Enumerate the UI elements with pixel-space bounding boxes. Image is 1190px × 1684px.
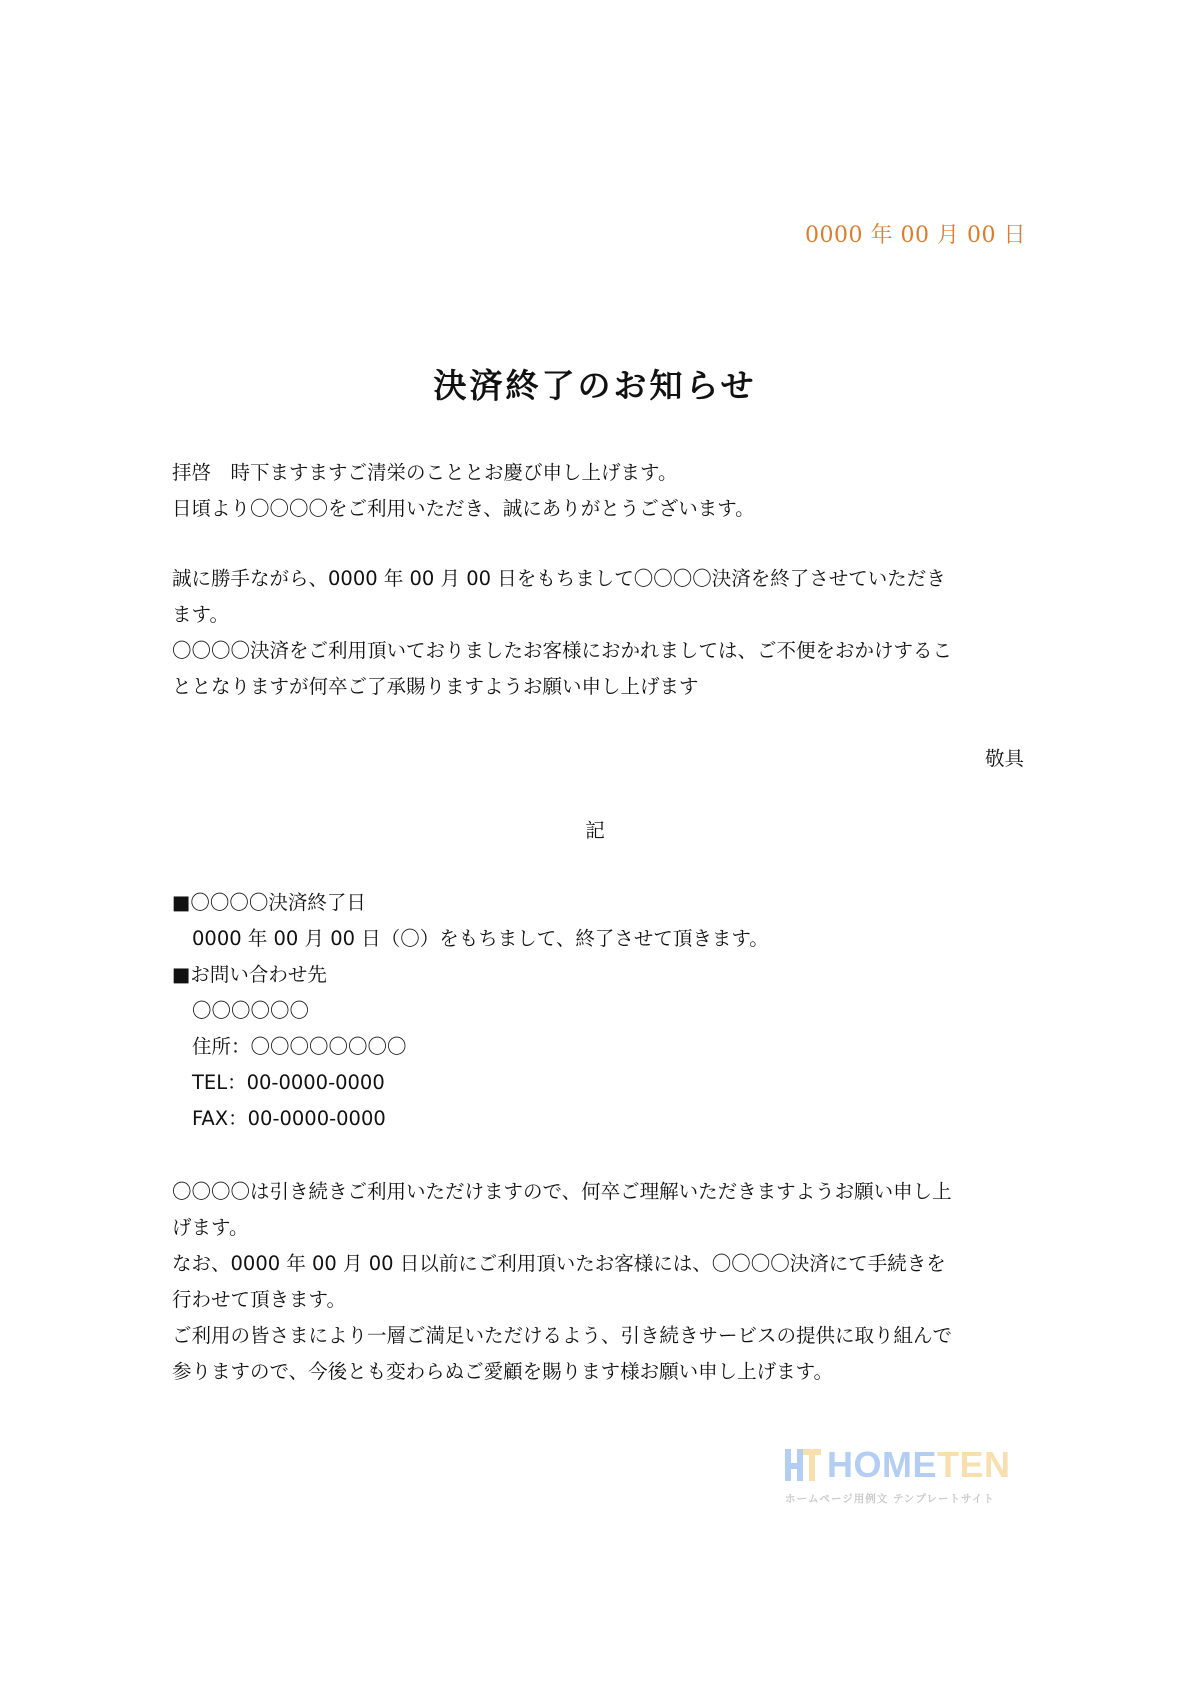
followup-line: ご利用の皆さまにより一層ご満足いただけるよう、引き続きサービスの提供に取り組んで — [172, 1324, 953, 1347]
document-title: 決済終了のお知らせ — [433, 366, 757, 405]
greeting-paragraph — [172, 455, 1020, 527]
greeting-line: 拝啓 時下ますますご清栄のこととお慶び申し上げます。 — [172, 461, 678, 484]
details-section — [172, 885, 1020, 1137]
followup-line: 行わせて頂きます。 — [172, 1288, 346, 1311]
end-date-heading: ■〇〇〇〇決済終了日 — [172, 891, 366, 914]
ki-heading: 記 — [585, 819, 605, 842]
contact-fax: FAX：00-0000-0000 — [192, 1107, 386, 1130]
logo-word-home: HOME — [827, 1444, 937, 1485]
end-date-text: 0000 年 00 月 00 日（〇）をもちまして、終了させて頂きます。 — [192, 927, 769, 950]
followup-line: なお、0000 年 00 月 00 日以前にご利用頂いたお客様には、〇〇〇〇決済にて手続きを — [172, 1252, 946, 1275]
contact-tel: TEL：00-0000-0000 — [192, 1071, 385, 1094]
followup-paragraph — [172, 1174, 1020, 1390]
followup-line: 〇〇〇〇は引き続きご利用いただけますので、何卒ご理解いただきますようお願い申し上 — [172, 1180, 952, 1203]
contact-address: 住所：〇〇〇〇〇〇〇〇 — [192, 1035, 407, 1058]
greeting-line: 日頃より〇〇〇〇をご利用いただき、誠にありがとうございます。 — [172, 497, 755, 520]
hometen-logo-wordmark — [827, 1445, 1011, 1485]
document-date: 0000 年 00 月 00 日 — [805, 223, 1026, 248]
contact-heading: ■お問い合わせ先 — [172, 963, 327, 986]
followup-line: げます。 — [172, 1216, 249, 1239]
closing-keigu: 敬具 — [984, 747, 1024, 770]
contact-name: 〇〇〇〇〇〇 — [192, 999, 310, 1022]
hometen-logo-subtitle: ホームページ用例文 テンプレートサイト — [785, 1493, 995, 1505]
hometen-logo — [783, 1445, 1023, 1509]
notice-line: 〇〇〇〇決済をご利用頂いておりましたお客様におかれましては、ご不便をおかけするこ — [172, 639, 953, 662]
notice-line: ます。 — [172, 603, 229, 626]
followup-line: 参りますので、今後とも変わらぬご愛顧を賜ります様お願い申し上げます。 — [172, 1360, 834, 1383]
notice-line: 誠に勝手ながら、0000 年 00 月 00 日をもちまして〇〇〇〇決済を終了させていただき — [172, 567, 946, 590]
notice-line: ととなりますが何卒ご了承賜りますようお願い申し上げます — [172, 675, 699, 698]
hometen-logo-icon — [783, 1445, 823, 1485]
logo-word-ten: TEN — [937, 1444, 1011, 1485]
notice-paragraph — [172, 561, 1020, 705]
